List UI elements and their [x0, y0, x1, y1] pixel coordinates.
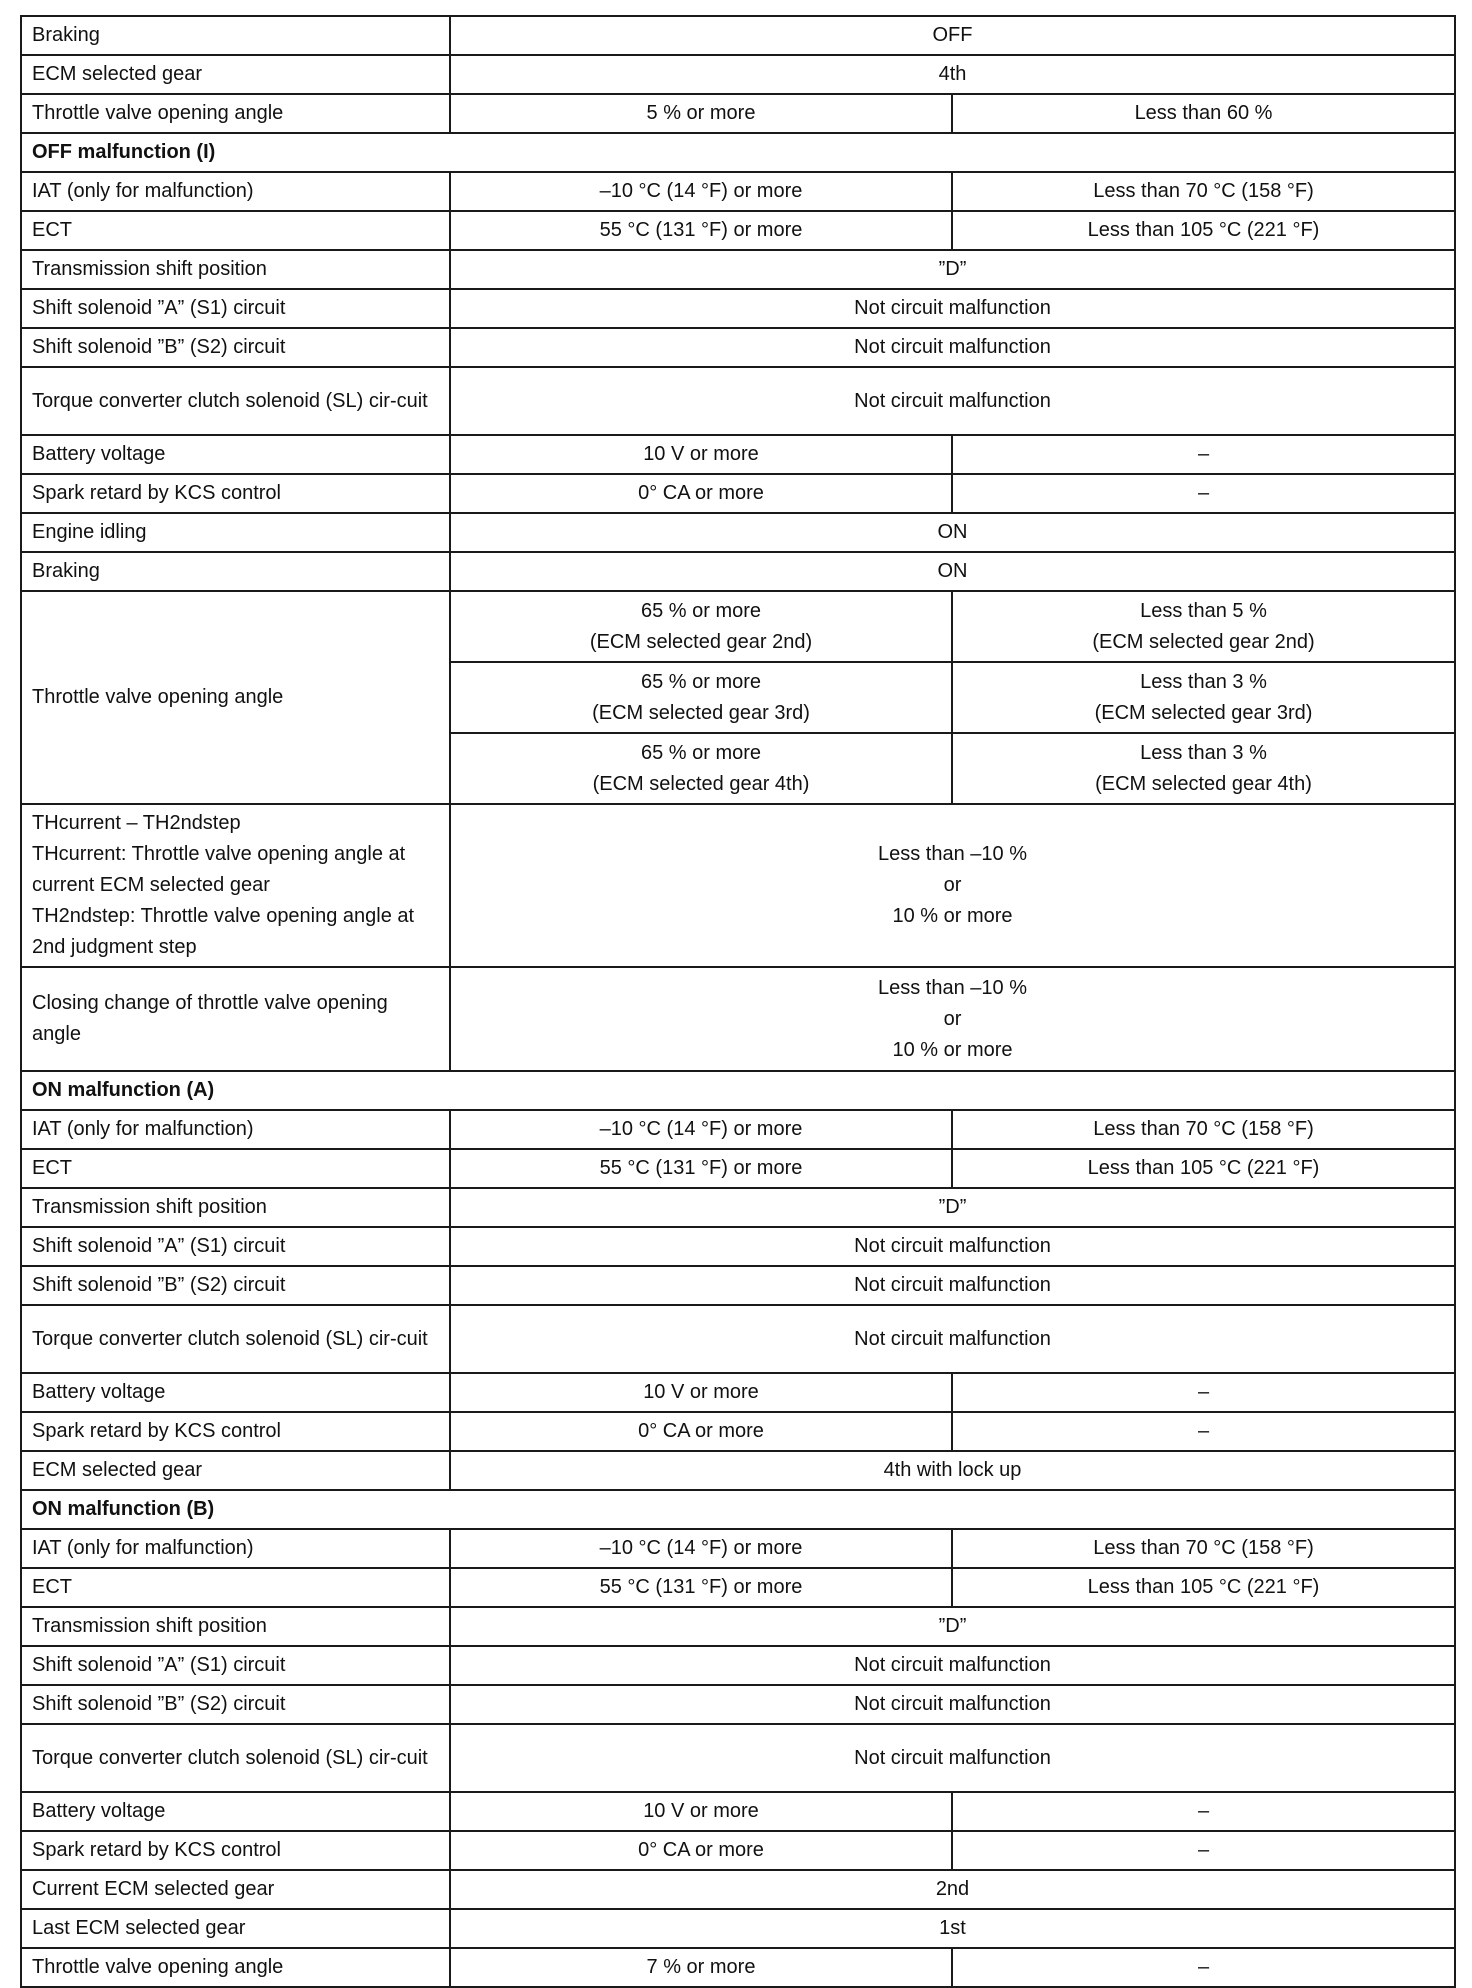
value-line: 10 % or more	[892, 1038, 1013, 1061]
condition-label: Spark retard by KCS control	[21, 1412, 450, 1451]
section-header-row	[21, 1490, 1455, 1529]
condition-label: ECM selected gear	[21, 1451, 450, 1490]
condition-label: ECT	[21, 211, 450, 250]
condition-min-value: 0° CA or more	[450, 1412, 952, 1451]
condition-label: Shift solenoid ”B” (S2) circuit	[21, 1266, 450, 1305]
section-header-row	[21, 133, 1455, 172]
condition-label	[21, 804, 450, 967]
condition-value: ”D”	[450, 1188, 1455, 1227]
table-row	[21, 1909, 1455, 1948]
condition-max-value: –	[952, 435, 1455, 474]
condition-label: Shift solenoid ”A” (S1) circuit	[21, 1646, 450, 1685]
table-row	[21, 1373, 1455, 1412]
condition-max-value	[952, 591, 1455, 662]
condition-label: Last ECM selected gear	[21, 1909, 450, 1948]
value-line: 10 % or more	[892, 905, 1013, 927]
table-row	[21, 513, 1455, 552]
value-line: Less than 3 %	[1140, 741, 1267, 764]
condition-label: Transmission shift position	[21, 1607, 450, 1646]
condition-max-value	[952, 733, 1455, 804]
condition-value: 4th with lock up	[450, 1451, 1455, 1490]
condition-value: Not circuit malfunction	[450, 1266, 1455, 1305]
condition-value	[450, 804, 1455, 967]
condition-min-value: 10 V or more	[450, 1792, 952, 1831]
condition-max-value: –	[952, 1948, 1455, 1987]
condition-min-value: –10 °C (14 °F) or more	[450, 1110, 952, 1149]
condition-label: IAT (only for malfunction)	[21, 1110, 450, 1149]
condition-value	[450, 967, 1455, 1071]
conditions-table	[20, 15, 1456, 1988]
label-line: Closing change of throttle valve opening angle	[32, 992, 388, 1045]
value-line: (ECM selected gear 3rd)	[1094, 701, 1313, 724]
value-line: 65 % or more	[640, 599, 762, 622]
condition-label: Throttle valve opening angle	[21, 94, 450, 133]
value-line: (ECM selected gear 2nd)	[589, 630, 813, 653]
condition-min-value: 5 % or more	[450, 94, 952, 133]
condition-label: Braking	[21, 16, 450, 55]
condition-min-value: 0° CA or more	[450, 1831, 952, 1870]
condition-label: Spark retard by KCS control	[21, 1831, 450, 1870]
condition-min-value: 0° CA or more	[450, 474, 952, 513]
table-row	[21, 1188, 1455, 1227]
table-row	[21, 328, 1455, 367]
condition-min-value: 10 V or more	[450, 435, 952, 474]
condition-label: Throttle valve opening angle	[21, 1948, 450, 1987]
condition-max-value: Less than 105 °C (221 °F)	[952, 1149, 1455, 1188]
condition-value: ”D”	[450, 1607, 1455, 1646]
condition-label: Shift solenoid ”B” (S2) circuit	[21, 1685, 450, 1724]
condition-min-value: 7 % or more	[450, 1948, 952, 1987]
condition-value: OFF	[450, 16, 1455, 55]
condition-value: ”D”	[450, 250, 1455, 289]
table-row	[21, 1870, 1455, 1909]
condition-label: Torque converter clutch solenoid (SL) cir-cuit	[21, 1305, 450, 1373]
section-title: OFF malfunction (I)	[21, 133, 1455, 172]
table-row	[21, 474, 1455, 513]
condition-value: 1st	[450, 1909, 1455, 1948]
condition-label: IAT (only for malfunction)	[21, 172, 450, 211]
condition-label: Shift solenoid ”A” (S1) circuit	[21, 289, 450, 328]
condition-label: Engine idling	[21, 513, 450, 552]
table-row	[21, 1266, 1455, 1305]
table-row	[21, 1831, 1455, 1870]
condition-min-value: 55 °C (131 °F) or more	[450, 211, 952, 250]
condition-label: Shift solenoid ”B” (S2) circuit	[21, 328, 450, 367]
condition-max-value: Less than 105 °C (221 °F)	[952, 1568, 1455, 1607]
condition-label: ECT	[21, 1149, 450, 1188]
condition-max-value: –	[952, 1412, 1455, 1451]
value-line: (ECM selected gear 3rd)	[592, 701, 810, 724]
section-title: ON malfunction (B)	[21, 1490, 1455, 1529]
condition-label: Torque converter clutch solenoid (SL) cir-cuit	[21, 367, 450, 435]
table-row	[21, 1607, 1455, 1646]
condition-label: Braking	[21, 552, 450, 591]
condition-max-value: –	[952, 1373, 1455, 1412]
value-line: Less than –10 %	[878, 843, 1027, 865]
value-line: or	[943, 1007, 962, 1030]
condition-min-value	[450, 591, 952, 662]
condition-min-value: 55 °C (131 °F) or more	[450, 1568, 952, 1607]
label-line: THcurrent – TH2ndstep	[32, 812, 241, 834]
condition-label: Torque converter clutch solenoid (SL) cir-cuit	[21, 1724, 450, 1792]
value-line: 65 % or more	[640, 670, 762, 693]
condition-label: ECT	[21, 1568, 450, 1607]
table-row	[21, 552, 1455, 591]
label-line: TH2ndstep: Throttle valve opening angle at 2nd judgment step	[32, 905, 415, 958]
condition-value: Not circuit malfunction	[450, 367, 1455, 435]
table-row	[21, 289, 1455, 328]
condition-label: Transmission shift position	[21, 1188, 450, 1227]
condition-min-value: 55 °C (131 °F) or more	[450, 1149, 952, 1188]
condition-min-value: –10 °C (14 °F) or more	[450, 172, 952, 211]
table-row	[21, 367, 1455, 435]
condition-max-value: –	[952, 474, 1455, 513]
section-header-row	[21, 1071, 1455, 1110]
table-row	[21, 94, 1455, 133]
value-line: (ECM selected gear 4th)	[1095, 772, 1312, 795]
condition-label	[21, 967, 450, 1071]
condition-value: Not circuit malfunction	[450, 1685, 1455, 1724]
condition-max-value: Less than 70 °C (158 °F)	[952, 1110, 1455, 1149]
value-line: (ECM selected gear 2nd)	[1092, 630, 1315, 653]
condition-value: ON	[450, 513, 1455, 552]
table-row	[21, 1451, 1455, 1490]
value-line: 65 % or more	[640, 741, 762, 764]
section-title: ON malfunction (A)	[21, 1071, 1455, 1110]
condition-max-value	[952, 662, 1455, 733]
table-row	[21, 1412, 1455, 1451]
table-row	[21, 435, 1455, 474]
condition-max-value: Less than 70 °C (158 °F)	[952, 1529, 1455, 1568]
condition-label: IAT (only for malfunction)	[21, 1529, 450, 1568]
table-row	[21, 1646, 1455, 1685]
table-row	[21, 1149, 1455, 1188]
value-line: Less than 5 %	[1140, 599, 1267, 622]
table-row	[21, 250, 1455, 289]
table-row	[21, 172, 1455, 211]
condition-min-value	[450, 662, 952, 733]
table-row	[21, 211, 1455, 250]
table-row	[21, 1724, 1455, 1792]
condition-min-value: 10 V or more	[450, 1373, 952, 1412]
value-line: Less than –10 %	[878, 976, 1027, 999]
condition-label: Battery voltage	[21, 435, 450, 474]
condition-value: Not circuit malfunction	[450, 1305, 1455, 1373]
table-row	[21, 1227, 1455, 1266]
table-row	[21, 55, 1455, 94]
condition-value: Not circuit malfunction	[450, 328, 1455, 367]
condition-value: Not circuit malfunction	[450, 1646, 1455, 1685]
label-line: THcurrent: Throttle valve opening angle at current ECM selected gear	[32, 843, 406, 896]
condition-label: Battery voltage	[21, 1792, 450, 1831]
condition-max-value: –	[952, 1792, 1455, 1831]
condition-label: Transmission shift position	[21, 250, 450, 289]
table-row	[21, 1685, 1455, 1724]
table-row	[21, 804, 1455, 967]
value-line: Less than 3 %	[1140, 670, 1267, 693]
condition-label: Spark retard by KCS control	[21, 474, 450, 513]
condition-value: Not circuit malfunction	[450, 289, 1455, 328]
condition-max-value: Less than 105 °C (221 °F)	[952, 211, 1455, 250]
condition-value: 2nd	[450, 1870, 1455, 1909]
condition-label: Shift solenoid ”A” (S1) circuit	[21, 1227, 450, 1266]
condition-label: Throttle valve opening angle	[21, 591, 450, 804]
condition-max-value: Less than 60 %	[952, 94, 1455, 133]
table-row	[21, 1568, 1455, 1607]
condition-value: Not circuit malfunction	[450, 1227, 1455, 1266]
table-row	[21, 16, 1455, 55]
condition-max-value: Less than 70 °C (158 °F)	[952, 172, 1455, 211]
condition-label: ECM selected gear	[21, 55, 450, 94]
table-row	[21, 1792, 1455, 1831]
table-row	[21, 1948, 1455, 1987]
value-line: (ECM selected gear 4th)	[592, 772, 810, 795]
table-row	[21, 1305, 1455, 1373]
condition-min-value: –10 °C (14 °F) or more	[450, 1529, 952, 1568]
condition-value: ON	[450, 552, 1455, 591]
value-line: or	[943, 874, 962, 896]
table-row	[21, 1110, 1455, 1149]
condition-min-value	[450, 733, 952, 804]
condition-value: 4th	[450, 55, 1455, 94]
condition-max-value: –	[952, 1831, 1455, 1870]
table-row	[21, 591, 1455, 662]
table-row	[21, 1529, 1455, 1568]
conditions-table-body	[21, 16, 1455, 1987]
condition-label: Battery voltage	[21, 1373, 450, 1412]
table-row	[21, 967, 1455, 1071]
condition-label: Current ECM selected gear	[21, 1870, 450, 1909]
condition-value: Not circuit malfunction	[450, 1724, 1455, 1792]
